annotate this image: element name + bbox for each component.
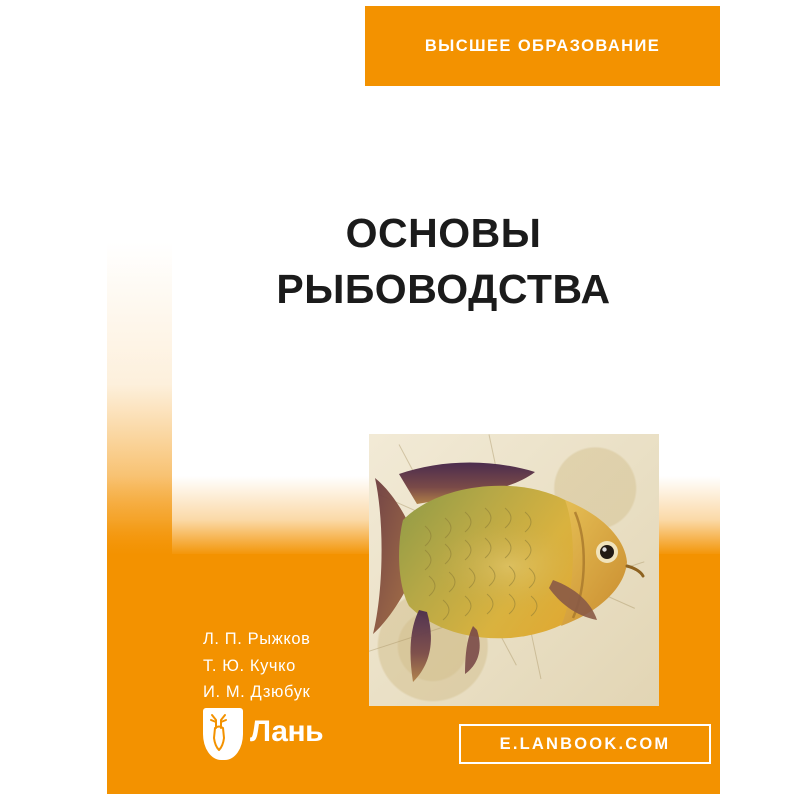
author-1: Л. П. Рыжков bbox=[203, 630, 311, 648]
website-url: E.LANBOOK.COM bbox=[499, 734, 671, 753]
authors-list bbox=[203, 626, 310, 706]
publisher-logo bbox=[203, 708, 323, 760]
book-cover bbox=[107, 6, 720, 794]
fish-icon bbox=[369, 434, 659, 706]
deer-glyph-icon bbox=[203, 708, 243, 760]
series-banner bbox=[365, 6, 720, 86]
author-2: Т. Ю. Кучко bbox=[203, 656, 296, 675]
series-banner-label: ВЫСШЕЕ ОБРАЗОВАНИЕ bbox=[424, 36, 661, 55]
crucian-carp-illustration bbox=[369, 434, 659, 706]
website-badge bbox=[459, 724, 711, 764]
page-title bbox=[167, 206, 720, 318]
author-3: И. М. Дзюбук bbox=[203, 683, 311, 702]
title-line-1: ОСНОВЫ bbox=[345, 210, 542, 256]
deer-shield-icon bbox=[203, 708, 243, 760]
title-line-2: РЫБОВОДСТВА bbox=[276, 265, 611, 312]
publisher-name: Лань bbox=[250, 715, 324, 748]
